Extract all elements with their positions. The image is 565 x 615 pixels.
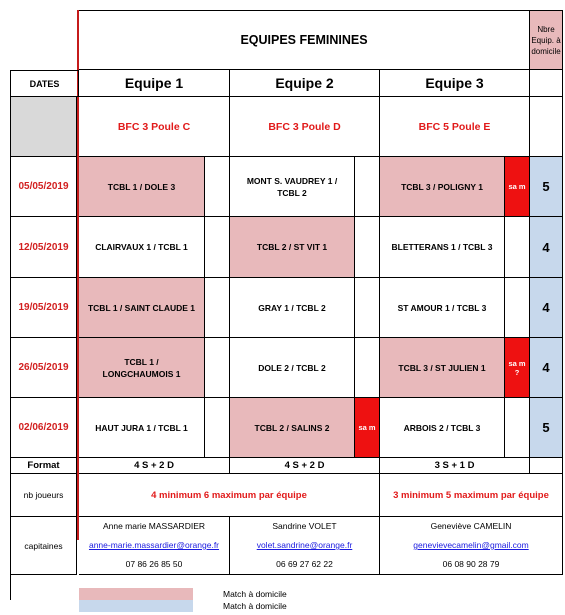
empty-cell [530, 97, 563, 157]
tag-cell [355, 338, 380, 398]
poule-2: BFC 3 Poule D [230, 97, 380, 157]
capitaines-label: capitaines [11, 517, 77, 575]
dates-header: DATES [11, 70, 79, 97]
legend-swatch-pink [79, 588, 193, 600]
match-team-2: TCBL 2 / ST VIT 1 [230, 217, 355, 278]
captain-email-link[interactable]: volet.sandrine@orange.fr [256, 540, 353, 550]
tag-cell [355, 157, 380, 217]
match-team-3: TCBL 3 / ST JULIEN 1 [380, 338, 505, 398]
samedi-tag: sa m [505, 157, 530, 217]
match-team-1: HAUT JURA 1 / TCBL 1 [79, 398, 205, 458]
match-team-1: CLAIRVAUX 1 / TCBL 1 [79, 217, 205, 278]
match-date: 26/05/2019 [11, 338, 77, 398]
captain-email-link[interactable]: anne-marie.massardier@orange.fr [88, 540, 220, 550]
captain-email-link[interactable]: genevievecamelin@gmail.com [413, 540, 529, 550]
match-date: 12/05/2019 [11, 217, 77, 278]
captain-2 [230, 517, 380, 575]
empty-cell [530, 70, 563, 97]
tag-cell [205, 217, 230, 278]
tag-cell [205, 278, 230, 338]
nb-joueurs-label: nb joueurs [11, 474, 77, 517]
tag-cell [505, 278, 530, 338]
format-team-3: 3 S + 1 D [380, 458, 530, 474]
team-1-header: Equipe 1 [79, 70, 230, 97]
match-team-3: ST AMOUR 1 / TCBL 3 [380, 278, 505, 338]
home-count: 5 [530, 157, 563, 217]
match-date: 19/05/2019 [11, 278, 77, 338]
home-count-header: Nbre Equip. à domicile [530, 11, 563, 70]
tag-cell [355, 217, 380, 278]
home-count: 4 [530, 217, 563, 278]
tag-cell [505, 398, 530, 458]
format-team-2: 4 S + 2 D [230, 458, 380, 474]
captain-name: Anne marie MASSARDIER [102, 521, 206, 531]
empty-cell [530, 458, 563, 474]
home-count: 4 [530, 278, 563, 338]
match-date: 05/05/2019 [11, 157, 77, 217]
match-team-2: GRAY 1 / TCBL 2 [230, 278, 355, 338]
captain-3 [380, 517, 563, 575]
tag-cell [205, 398, 230, 458]
captain-1 [79, 517, 230, 575]
format-label: Format [11, 458, 77, 474]
legend-label-pink: Match à domicile [223, 589, 287, 599]
match-team-3: TCBL 3 / POLIGNY 1 [380, 157, 505, 217]
tag-cell [505, 217, 530, 278]
captain-name: Geneviève CAMELIN [430, 521, 512, 531]
match-team-3: BLETTERANS 1 / TCBL 3 [380, 217, 505, 278]
poule-1: BFC 3 Poule C [79, 97, 230, 157]
nb-joueurs-teams-1-2: 4 minimum 6 maximum par équipe [79, 474, 380, 517]
match-team-2: DOLE 2 / TCBL 2 [230, 338, 355, 398]
captain-phone: 06 69 27 62 22 [276, 559, 333, 569]
team-3-header: Equipe 3 [380, 70, 530, 97]
captain-phone: 06 08 90 28 79 [442, 559, 500, 569]
captain-name: Sandrine VOLET [272, 521, 337, 531]
poule-3: BFC 5 Poule E [380, 97, 530, 157]
legend-swatch-blue [79, 600, 193, 612]
tag-cell [355, 278, 380, 338]
match-team-1: TCBL 1 / DOLE 3 [79, 157, 205, 217]
match-team-2: MONT S. VAUDREY 1 / TCBL 2 [230, 157, 355, 217]
nb-joueurs-team-3: 3 minimum 5 maximum par équipe [380, 474, 563, 517]
team-2-header: Equipe 2 [230, 70, 380, 97]
match-date: 02/06/2019 [11, 398, 77, 458]
format-team-1: 4 S + 2 D [79, 458, 230, 474]
match-team-1: TCBL 1 / LONGCHAUMOIS 1 [79, 338, 205, 398]
legend-label-blue: Match à domicile [223, 601, 287, 611]
table-title: EQUIPES FEMININES [79, 11, 530, 70]
match-team-2: TCBL 2 / SALINS 2 [230, 398, 355, 458]
samedi-tag: sa m ? [505, 338, 530, 398]
tag-cell [205, 157, 230, 217]
match-team-3: ARBOIS 2 / TCBL 3 [380, 398, 505, 458]
grey-cell [11, 97, 77, 157]
home-count: 5 [530, 398, 563, 458]
captain-phone: 07 86 26 85 50 [125, 559, 183, 569]
samedi-tag: sa m [355, 398, 380, 458]
tag-cell [205, 338, 230, 398]
match-team-1: TCBL 1 / SAINT CLAUDE 1 [79, 278, 205, 338]
home-count: 4 [530, 338, 563, 398]
